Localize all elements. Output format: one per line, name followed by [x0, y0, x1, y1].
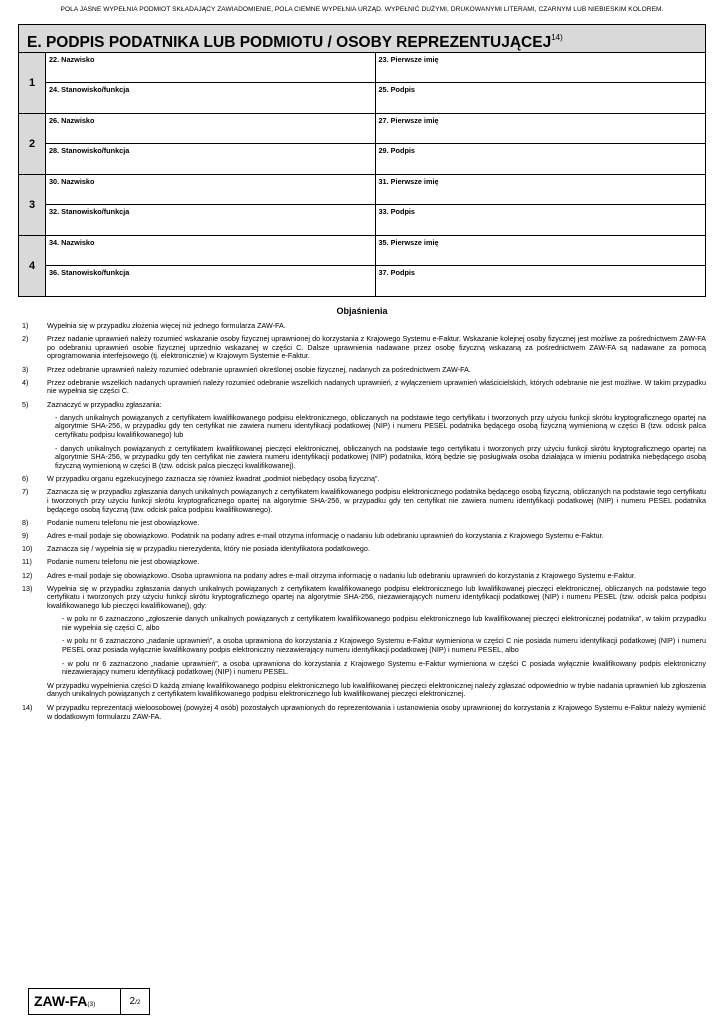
note-item: [22, 545, 706, 554]
position-field[interactable]: 24. Stanowisko/funkcja: [46, 83, 376, 113]
note-item: [22, 519, 706, 528]
first-name-field[interactable]: 27. Pierwsze imię: [376, 114, 706, 144]
note-number: 14): [22, 702, 33, 712]
signature-field[interactable]: 25. Podpis: [378, 85, 415, 94]
page-number: [121, 989, 149, 1014]
position-field[interactable]: 36. Stanowisko/funkcja: [46, 266, 376, 296]
note-text: Wypełnia się w przypadku zgłaszania danych unikalnych powiązanych z certyfikatem kwalifikowanego podpisu elektronicznego lub kwalifikowanej pieczęci elektronicznej, obliczanych na podstawie tego certyfikatu i tworzonych przy użyciu funkcji skrótu kryptograficznego opartej na algorytmie SHA-256, niezawierających numeru identyfikacji podatkowej (NIP) i numeru PESEL (tzw. odcisk palca podpisu kwalifikowanego lub pieczęci kwalifikowanej), gdy:: [47, 583, 706, 610]
note-item: [22, 558, 706, 567]
first-name-field[interactable]: 23. Pierwsze imię: [376, 53, 706, 83]
note-text: Przez nadanie uprawnień należy rozumieć wskazanie osoby fizycznej uprawnionej do korzystania z Krajowego Systemu e-Faktur. Wskazanie kolejnej osoby fizycznej jest możliwe za pośrednictwem ZAW-FA po odebraniu uprawnień osobie fizycznej uprzednio wskazanej w części C. Dalsze uprawnienia nadawane przez osobę fizyczną wskazaną za pośrednictwem ZAW-FA są nadawane za pomocą oprogramowania interfejsowego (tj. elektronicznie) w Krajowym Systemie e-Faktur.: [47, 334, 706, 361]
position-field[interactable]: 32. Stanowisko/funkcja: [46, 205, 376, 235]
note-item: [22, 704, 706, 721]
note-subitem: - danych unikalnych powiązanych z certyfikatem kwalifikowanej pieczęci elektronicznej, obliczanych na podstawie tego certyfikatu i tworzonych przy użyciu funkcji skrótu kryptograficznego opartej na algorytmie SHA-256, w przypadku gdy ten certyfikat nie zawiera numeru identyfikacji podatkowej (NIP) podatnika, którą będzie się posługiwała osoba działająca w imieniu podatnika niebędącego osobą fizyczną wymienioną w części B (tzw. odcisk palca pieczęci kwalifikowanej).: [55, 443, 706, 470]
note-item: [22, 366, 706, 375]
note-text: Przez odebranie uprawnień należy rozumieć odebranie uprawnień określonej osobie fizycznej, nadanych za pośrednictwem ZAW-FA.: [47, 364, 471, 374]
signature-row: [19, 236, 705, 296]
surname-field[interactable]: 26. Nazwisko: [46, 114, 376, 144]
first-name-field[interactable]: 31. Pierwsze imię: [376, 175, 706, 205]
note-text: Przez odebranie wszelkich nadanych uprawnień należy rozumieć odebranie wszelkich nadanych uprawnień, z wyłączeniem uprawnień właścicielskich, których odebranie nie jest możliwe. W takim przypadku nie wypełnia się części C.: [47, 377, 706, 396]
header-note: POLA JASNE WYPEŁNIA PODMIOT SKŁADAJĄCY ZAWIADOMIENIE, POLA CIEMNE WYPEŁNIA URZĄD. WYPEŁNIĆ DUŻYMI, DRUKOWANYMI LITERAMI, CZARNYM LUB NIEBIESKIM KOLOREM.: [60, 6, 664, 13]
note-item: [22, 488, 706, 514]
note-number: 9): [22, 531, 29, 541]
note-subitem: - w polu nr 6 zaznaczono „zgłoszenie danych unikalnych powiązanych z certyfikatem kwalifikowanego podpisu elektronicznego lub kwalifikowanej pieczęci elektronicznej podatnika”, w takim przypadku nie wypełnia się części C, albo: [62, 614, 706, 632]
note-item: [22, 379, 706, 396]
explanations-list: [22, 322, 706, 726]
note-text: Zaznaczyć w przypadku zgłaszania:: [47, 399, 162, 409]
page-current: 2: [129, 996, 136, 1007]
note-paragraph: W przypadku wypełnienia części D każdą zmianę kwalifikowanego podpisu elektronicznego lub kwalifikowanej pieczęci elektronicznej należy zgłaszać odpowiednio w trybie nadania uprawnień lub zgłoszenia danych unikalnych powiązanych z certyfikatem kwalifikowanego podpisu elektronicznego lub kwalifikowanej pieczęci elektronicznej.: [47, 680, 706, 699]
note-text: W przypadku organu egzekucyjnego zaznacza się również kwadrat „podmiot niebędący osobą fizyczną”.: [47, 474, 380, 484]
section-title-footnote: 14): [551, 33, 563, 42]
row-number: 4: [19, 236, 46, 296]
section-title: [19, 25, 705, 53]
note-text: Adres e-mail podaje się obowiązkowo. Podatnik na podany adres e-mail otrzyma informację o nadaniu lub odebraniu uprawnień do korzystania z Krajowego Systemu e-Faktur.: [47, 531, 604, 541]
explanations-title: Objaśnienia: [336, 306, 388, 316]
section-title-text: E. PODPIS PODATNIKA LUB PODMIOTU / OSOBY REPREZENTUJĄCEJ: [27, 34, 552, 52]
form-version: (3): [87, 1001, 96, 1008]
note-text: Adres e-mail podaje się obowiązkowo. Osoba uprawniona na podany adres e-mail otrzyma informację o nadaniu lub odebraniu uprawnień do korzystania z Krajowego Systemu e-Faktur.: [47, 570, 636, 580]
note-number: 2): [22, 334, 29, 344]
note-number: 12): [22, 570, 33, 580]
signature-field[interactable]: 37. Podpis: [378, 268, 415, 277]
note-item: [22, 532, 706, 541]
note-number: 6): [22, 474, 29, 484]
note-subitem: - danych unikalnych powiązanych z certyfikatem kwalifikowanego podpisu elektronicznego, obliczanych na podstawie tego certyfikatu i tworzonych przy użyciu funkcji skrótu kryptograficznego opartej na algorytmie SHA-256, w przypadku gdy ten certyfikat nie zawiera numeru identyfikacji podatkowej (NIP) i numeru PESEL podatnika będącego osobą fizyczną wymienioną w części B (tzw. odcisk palca certyfikatu podpisu kwalifikowanego) lub: [55, 412, 706, 439]
signature-row: [19, 175, 705, 236]
surname-field[interactable]: 34. Nazwisko: [46, 236, 376, 266]
note-text: Zaznacza się / wypełnia się w przypadku nierezydenta, który nie posiada identyfikatora podatkowego.: [47, 544, 370, 554]
note-number: 13): [22, 583, 33, 593]
note-number: 5): [22, 399, 29, 409]
note-subitem: - w polu nr 6 zaznaczono „nadanie uprawnień”, a osoba uprawniona do korzystania z Krajowego Systemu e-Faktur wymieniona w części C posiada wyłącznie kwalifikowany podpis elektroniczny niezawierający numeru identyfikacji podatkowej (NIP) i numeru PESEL.: [62, 658, 706, 677]
note-item: [22, 335, 706, 361]
note-subitem: - w polu nr 6 zaznaczono „nadanie uprawnień”, a osoba uprawniona do korzystania z Krajowego Systemu e-Faktur wymieniona w części C nie posiada numeru identyfikacji podatkowej (NIP) i numeru PESEL oraz posiada wyłącznie kwalifikowany podpis elektroniczny niezawierający numeru identyfikacji podatkowej (NIP) i numeru PESEL, albo: [62, 636, 706, 654]
note-item: [22, 572, 706, 581]
note-item: [22, 401, 706, 410]
form-code: [29, 989, 121, 1014]
row-number: 1: [19, 53, 46, 113]
note-text: Wypełnia się w przypadku złożenia więcej niż jednego formularza ZAW-FA.: [47, 321, 286, 330]
row-number: 3: [19, 175, 46, 235]
note-number: 8): [22, 517, 29, 527]
signature-row: [19, 114, 705, 175]
signature-row: [19, 53, 705, 114]
note-number: 3): [22, 364, 29, 374]
note-number: 7): [22, 487, 29, 497]
note-text: Podanie numeru telefonu nie jest obowiązkowe.: [47, 557, 200, 567]
note-text: Zaznacza się w przypadku zgłaszania danych unikalnych powiązanych z certyfikatem kwalifikowanego podpisu elektronicznego podatnika będącego osobą fizyczną, obliczanych na podstawie tego certyfikatu i tworzonych przy użyciu funkcji skrótu kryptograficznego opartej na algorytmie SHA-256, w przypadku gdy ten certyfikat nie zawiera numeru identyfikacji podatkowej (NIP) i numeru PESEL podatnika będącego osobą fizyczną (tzw. odcisk palca podpisu kwalifikowanego).: [47, 487, 706, 514]
note-number: 10): [22, 544, 33, 554]
surname-field[interactable]: 30. Nazwisko: [46, 175, 376, 205]
form-code-text: ZAW-FA: [34, 993, 88, 1009]
note-number: 1): [22, 321, 29, 330]
note-text: Podanie numeru telefonu nie jest obowiązkowe.: [47, 517, 200, 527]
note-item: [22, 322, 706, 331]
first-name-field[interactable]: 35. Pierwsze imię: [376, 236, 706, 266]
signature-field[interactable]: 29. Podpis: [378, 146, 415, 155]
signature-section: [18, 24, 706, 297]
note-number: 11): [22, 557, 32, 567]
surname-field[interactable]: 22. Nazwisko: [46, 53, 376, 83]
note-item: [22, 585, 706, 611]
position-field[interactable]: 28. Stanowisko/funkcja: [46, 144, 376, 174]
page-total: /2: [135, 999, 141, 1006]
row-number: 2: [19, 114, 46, 174]
signature-field[interactable]: 33. Podpis: [378, 207, 415, 216]
note-text: W przypadku reprezentacji wieloosobowej (powyżej 4 osób) pozostałych uprawnionych do reprezentowania i ustanowienia osoby uprawnionej do korzystania z Krajowego Systemu e-Faktur należy wymienić w dodatkowym formularzu ZAW-FA.: [47, 702, 706, 721]
form-id-box: [28, 988, 150, 1015]
note-item: [22, 475, 706, 484]
note-number: 4): [22, 377, 29, 387]
